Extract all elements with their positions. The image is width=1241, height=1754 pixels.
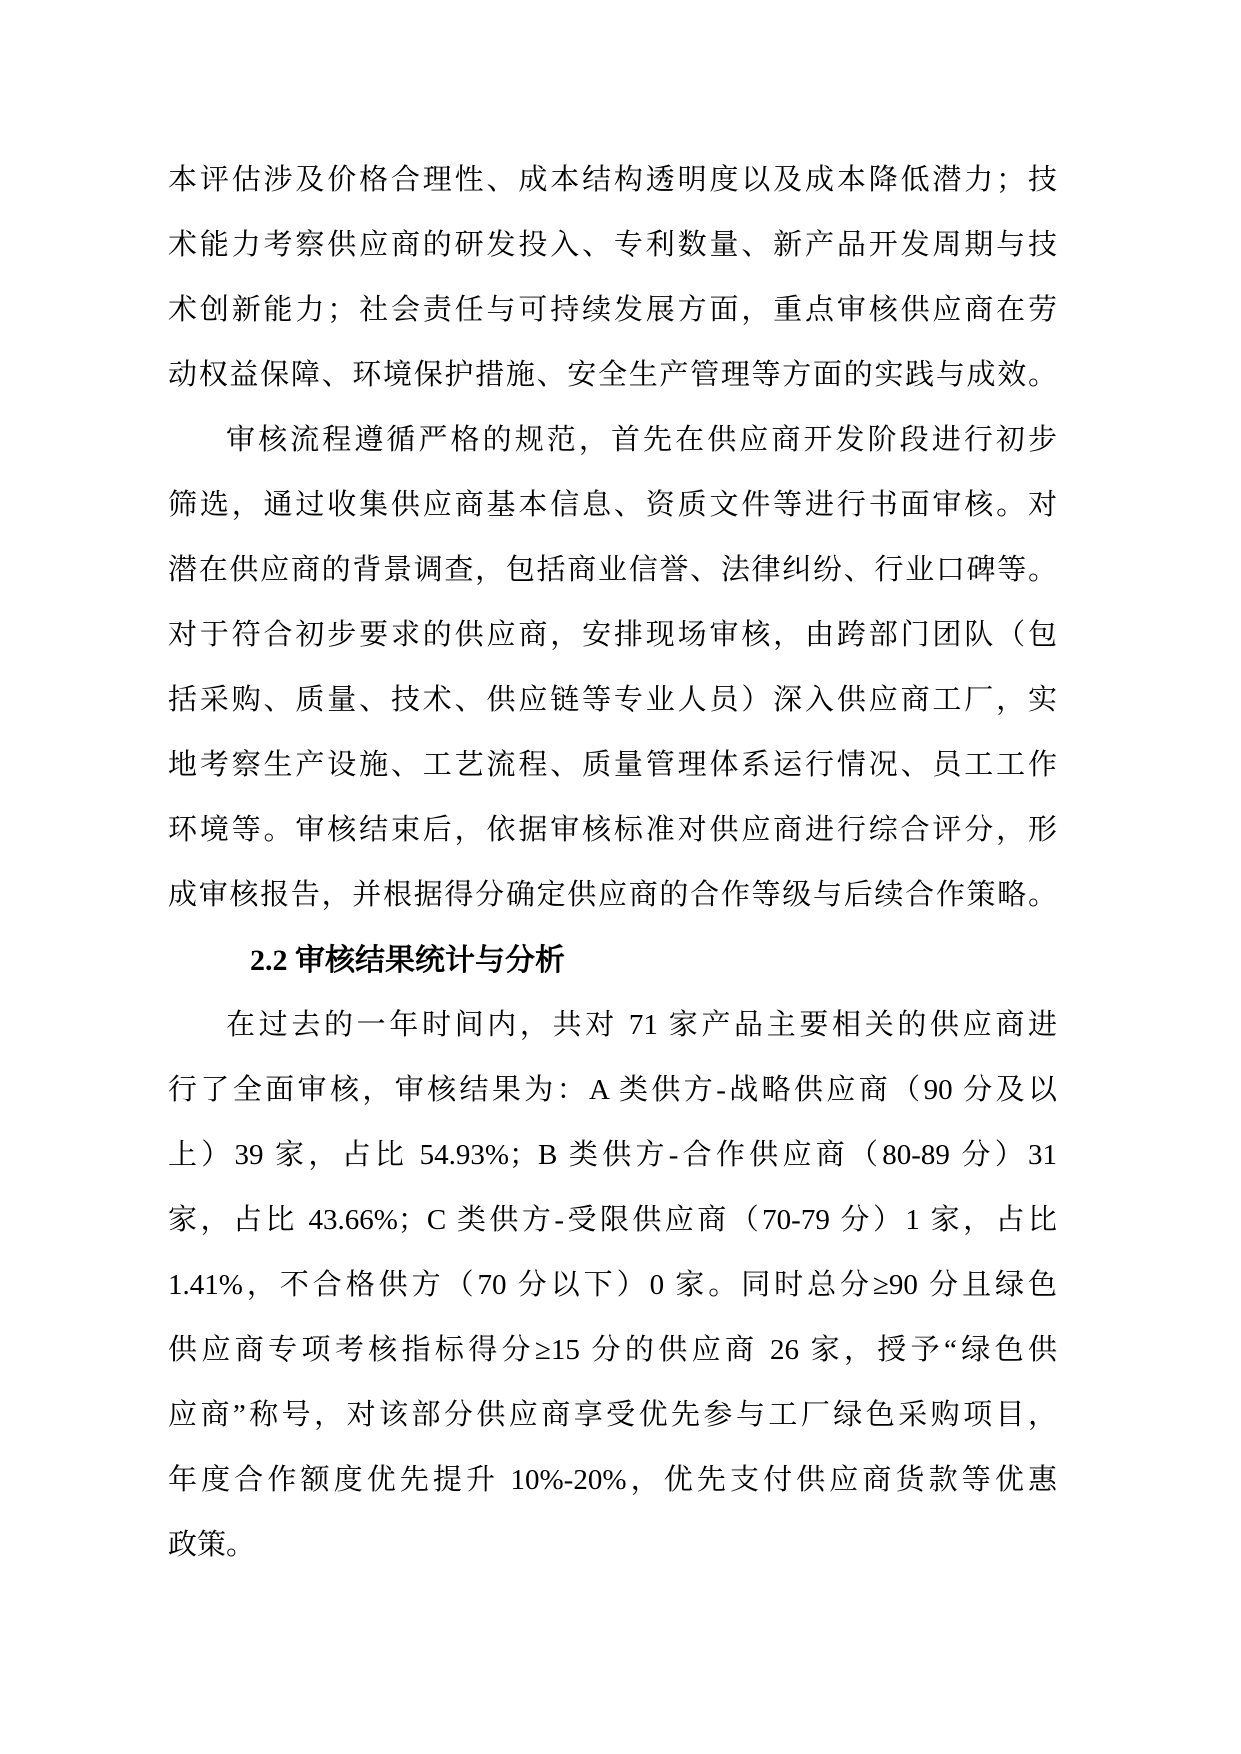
text-line: 对于符合初步要求的供应商，安排现场审核，由跨部门团队（包 [168,619,1057,651]
text-line: 括采购、质量、技术、供应链等专业人员）深入供应商工厂，实 [168,684,1057,716]
paragraph-evaluation-criteria [168,148,1057,408]
text-line: 环境等。审核结束后，依据审核标准对供应商进行综合评分，形 [168,814,1057,846]
text-line: 地考察生产设施、工艺流程、质量管理体系运行情况、员工工作 [168,749,1057,781]
text-line: 动权益保障、环境保护措施、安全生产管理等方面的实践与成效。 [168,359,1057,391]
text-line: 年度合作额度优先提升 10%-20%，优先支付供应商货款等优惠 [168,1464,1057,1496]
heading-audit-results-statistics [168,928,1057,993]
section-heading: 2.2 审核结果统计与分析 [250,944,565,977]
paragraph-audit-statistics [168,993,1057,1578]
text-line: 政策。 [168,1529,256,1561]
text-line: 1.41%，不合格供方（70 分以下）0 家。同时总分≥90 分且绿色 [168,1269,1057,1301]
page-text-area [168,148,1057,1578]
text-line: 行了全面审核，审核结果为：A 类供方-战略供应商（90 分及以 [168,1074,1057,1106]
text-line: 潜在供应商的背景调查，包括商业信誉、法律纠纷、行业口碑等。 [168,554,1057,586]
text-line: 上）39 家，占比 54.93%；B 类供方-合作供应商（80-89 分）31 [168,1139,1057,1171]
text-line: 家，占比 43.66%；C 类供方-受限供应商（70-79 分）1 家，占比 [168,1204,1057,1236]
text-line: 筛选，通过收集供应商基本信息、资质文件等进行书面审核。对 [168,489,1057,521]
text-line: 本评估涉及价格合理性、成本结构透明度以及成本降低潜力；技 [168,164,1057,196]
text-line: 审核流程遵循严格的规范，首先在供应商开发阶段进行初步 [226,424,1057,456]
text-line: 术能力考察供应商的研发投入、专利数量、新产品开发周期与技 [168,229,1057,261]
paragraph-audit-process [168,408,1057,928]
text-line: 成审核报告，并根据得分确定供应商的合作等级与后续合作策略。 [168,879,1057,911]
text-line: 应商”称号，对该部分供应商享受优先参与工厂绿色采购项目， [168,1399,1057,1431]
text-line: 术创新能力；社会责任与可持续发展方面，重点审核供应商在劳 [168,294,1057,326]
text-line: 供应商专项考核指标得分≥15 分的供应商 26 家，授予“绿色供 [168,1334,1057,1366]
text-line: 在过去的一年时间内，共对 71 家产品主要相关的供应商进 [226,1009,1057,1041]
